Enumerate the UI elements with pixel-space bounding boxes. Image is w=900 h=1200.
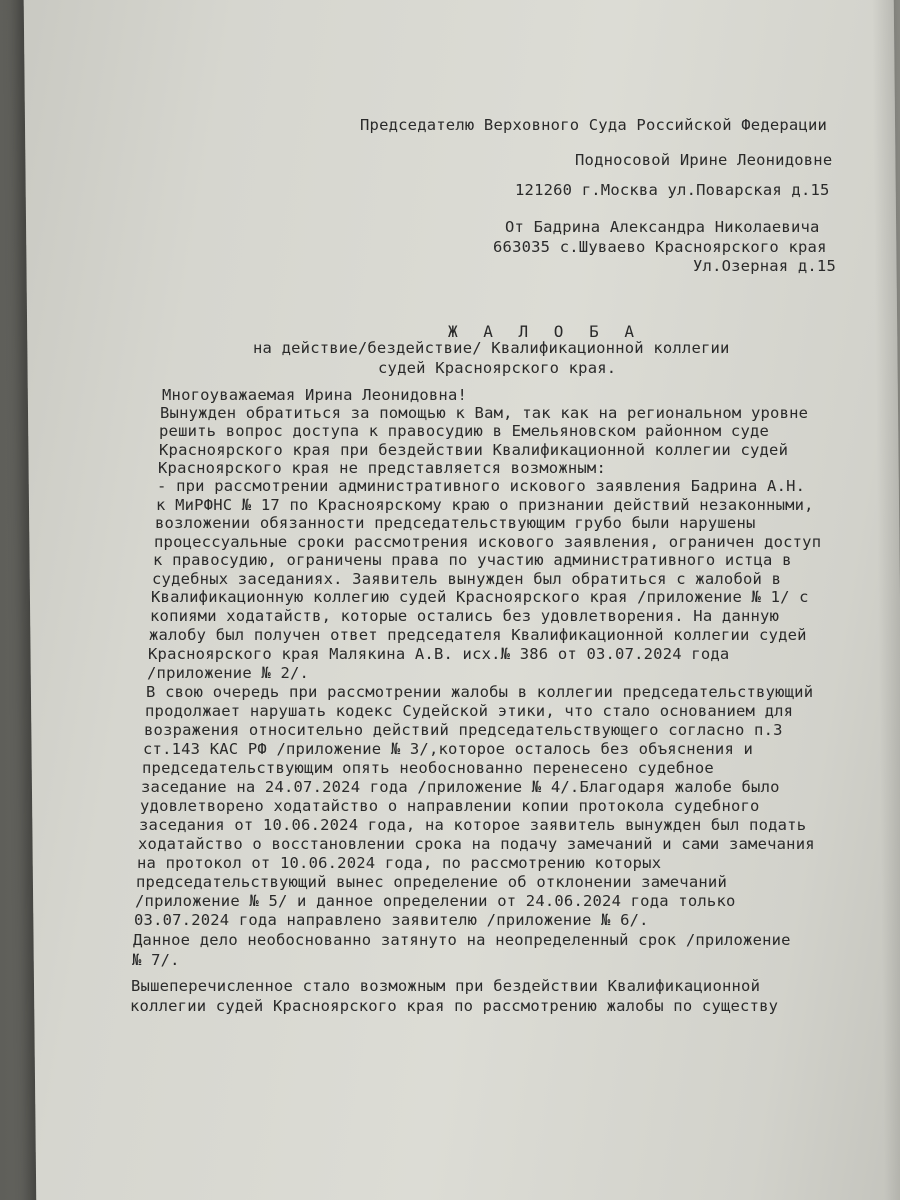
body-line: Квалификационную коллегию судей Красноярского края /приложение № 1/ с [151,588,809,606]
body-line: Красноярского края при бездействии Квалификационной коллегии судей [159,441,789,459]
body-line: Данное дело необоснованно затянуто на неопределенный срок /приложение [133,931,791,949]
body-line: 03.07.2024 года направлено заявителю /приложение № 6/. [134,911,649,929]
body-line: на протокол от 10.06.2024 года, по рассмотрению которых [137,854,662,872]
greeting: Многоуважаемая Ирина Леонидовна! [162,386,468,404]
sender-line-3: Ул.Озерная д.15 [693,257,836,275]
body-line: /приложение № 5/ и данное определении от 24.06.2024 года только [135,892,736,910]
body-line: судебных заседаниях. Заявитель вынужден был обратиться с жалобой в [152,570,782,588]
body-line: Вынужден обратиться за помощью к Вам, так как на региональном уровне [160,404,809,422]
body-line: ст.143 КАС РФ /приложение № 3/,которое осталось без объяснения и [143,740,754,758]
document-subtitle-1: на действие/бездействие/ Квалификационной коллегии [253,339,730,357]
document-title: Ж А Л О Б А [448,322,642,341]
body-line: продолжает нарушать кодекс Судейской этики, что стало основанием для [145,702,794,720]
body-line: ходатайство о восстановлении срока на подачу замечаний и сами замечания [138,835,815,853]
body-line: № 7/. [132,951,180,969]
body-line: Красноярского края не представляется возможным: [158,459,606,477]
body-line: заседание на 24.07.2024 года /приложение № 4/.Благодаря жалобе было [141,778,780,796]
addressee-line-2: Подносовой Ирине Леонидовне [575,151,833,169]
body-line: к правосудию, ограничены права по участию административного истца в [153,551,792,569]
body-line: коллегии судей Красноярского края по рассмотрению жалобы по существу [130,997,779,1015]
body-line: Красноярского края Малякина А.В. исх.№ 386 от 03.07.2024 года [148,645,730,663]
body-line: В свою очередь при рассмотрении жалобы в коллегии председательствующий [146,683,814,701]
body-line: Вышеперечисленное стало возможным при бездействии Квалификационной [131,977,761,995]
addressee-line-1: Председателю Верховного Суда Российской Федерации [360,116,828,134]
sender-line-2: 663035 с.Шуваево Красноярского края [493,238,827,256]
body-line: заседания от 10.06.2024 года, на которое заявитель вынужден был подать [139,816,807,834]
body-line: председательствующим опять необоснованно перенесено судебное [142,759,714,777]
body-line: председательствующий вынес определение об отклонении замечаний [136,873,727,891]
body-line: возражения относительно действий председательствующего согласно п.3 [144,721,783,739]
body-line: процессуальные сроки рассмотрения искового заявления, ограничен доступ [154,533,822,551]
body-line: возложении обязанности председательствующим грубо были нарушены [155,514,756,532]
sender-line-1: От Бадрина Александра Николаевича [505,218,820,236]
document-subtitle-2: судей Красноярского края. [378,359,617,377]
addressee-line-3: 121260 г.Москва ул.Поварская д.15 [515,181,830,199]
body-line: /приложение № 2/. [147,664,310,682]
body-line: копиями ходатайств, которые остались без удовлетворения. На данную [150,607,780,625]
body-line: решить вопрос доступа к правосудию в Емельяновском районном суде [159,422,770,440]
body-line: - при рассмотрении административного искового заявления Бадрина А.Н. [157,477,806,495]
body-line: к МиРФНС № 17 по Красноярскому краю о признании действий незаконными, [156,496,814,514]
body-line: жалобу был получен ответ председателя Квалификационной коллегии судей [149,626,807,644]
body-line: удовлетворено ходатайство о направлении копии протокола судебного [140,797,760,815]
